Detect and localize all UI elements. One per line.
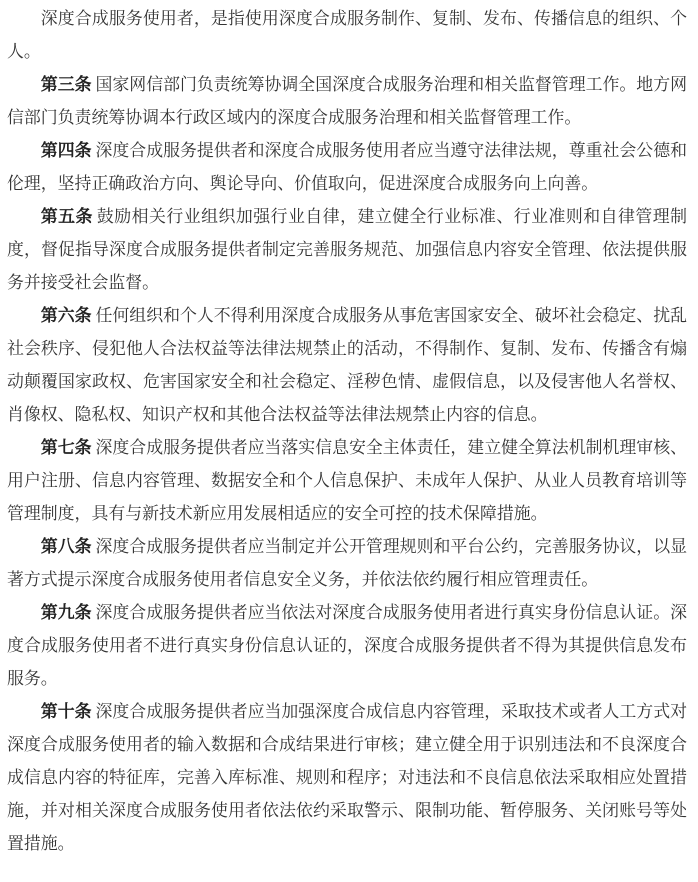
article-number: 第四条: [40, 140, 92, 160]
article-8: [7, 530, 687, 596]
article-number: 第三条: [40, 74, 92, 94]
article-text: 深度合成服务提供者应当制定并公开管理规则和平台公约，完善服务协议，以显著方式提示深度合成服务使用者信息安全义务，并依法依约履行相应管理责任。: [7, 536, 687, 589]
article-text: 任何组织和个人不得利用深度合成服务从事危害国家安全、破坏社会稳定、扰乱社会秩序、侵犯他人合法权益等法律法规禁止的活动，不得制作、复制、发布、传播含有煽动颠覆国家政权、危害国家安全和社会稳定、淫秽色情、虚假信息，以及侵害他人名誉权、肖像权、隐私权、知识产权和其他合法权益等法律法规禁止内容的信息。: [7, 305, 687, 424]
article-7: [7, 431, 687, 530]
article-text: 深度合成服务提供者和深度合成服务使用者应当遵守法律法规，尊重社会公德和伦理，坚持正确政治方向、舆论导向、价值取向，促进深度合成服务向上向善。: [7, 140, 687, 193]
article-6: [7, 299, 687, 431]
article-text: 深度合成服务提供者应当加强深度合成信息内容管理，采取技术或者人工方式对深度合成服务使用者的输入数据和合成结果进行审核；建立健全用于识别违法和不良深度合成信息内容的特征库，完善入库标准、规则和程序；对违法和不良信息依法采取相应处置措施，并对相关深度合成服务使用者依法依约采取警示、限制功能、暂停服务、关闭账号等处置措施。: [7, 701, 687, 853]
article-number: 第五条: [40, 206, 93, 226]
document-body: [7, 2, 687, 860]
article-text: 国家网信部门负责统筹协调全国深度合成服务治理和相关监督管理工作。地方网信部门负责统筹协调本行政区域内的深度合成服务治理和相关监督管理工作。: [7, 74, 687, 127]
article-number: 第六条: [40, 305, 92, 325]
article-5: [7, 200, 687, 299]
article-number: 第七条: [40, 437, 92, 457]
article-number: 第十条: [40, 701, 92, 721]
article-number: 第八条: [40, 536, 92, 556]
paragraph-definition-user: [7, 2, 687, 68]
article-9: [7, 596, 687, 695]
paragraph-text: 深度合成服务使用者，是指使用深度合成服务制作、复制、发布、传播信息的组织、个人。: [7, 8, 687, 61]
article-text: 深度合成服务提供者应当依法对深度合成服务使用者进行真实身份信息认证。深度合成服务使用者不进行真实身份信息认证的，深度合成服务提供者不得为其提供信息发布服务。: [7, 602, 687, 688]
article-3: [7, 68, 687, 134]
article-text: 鼓励相关行业组织加强行业自律，建立健全行业标准、行业准则和自律管理制度，督促指导深度合成服务提供者制定完善服务规范、加强信息内容安全管理、依法提供服务并接受社会监督。: [7, 206, 687, 292]
article-10: [7, 695, 687, 860]
article-number: 第九条: [40, 602, 92, 622]
article-4: [7, 134, 687, 200]
article-text: 深度合成服务提供者应当落实信息安全主体责任，建立健全算法机制机理审核、用户注册、信息内容管理、数据安全和个人信息保护、未成年人保护、从业人员教育培训等管理制度，具有与新技术新应用发展相适应的安全可控的技术保障措施。: [7, 437, 687, 523]
